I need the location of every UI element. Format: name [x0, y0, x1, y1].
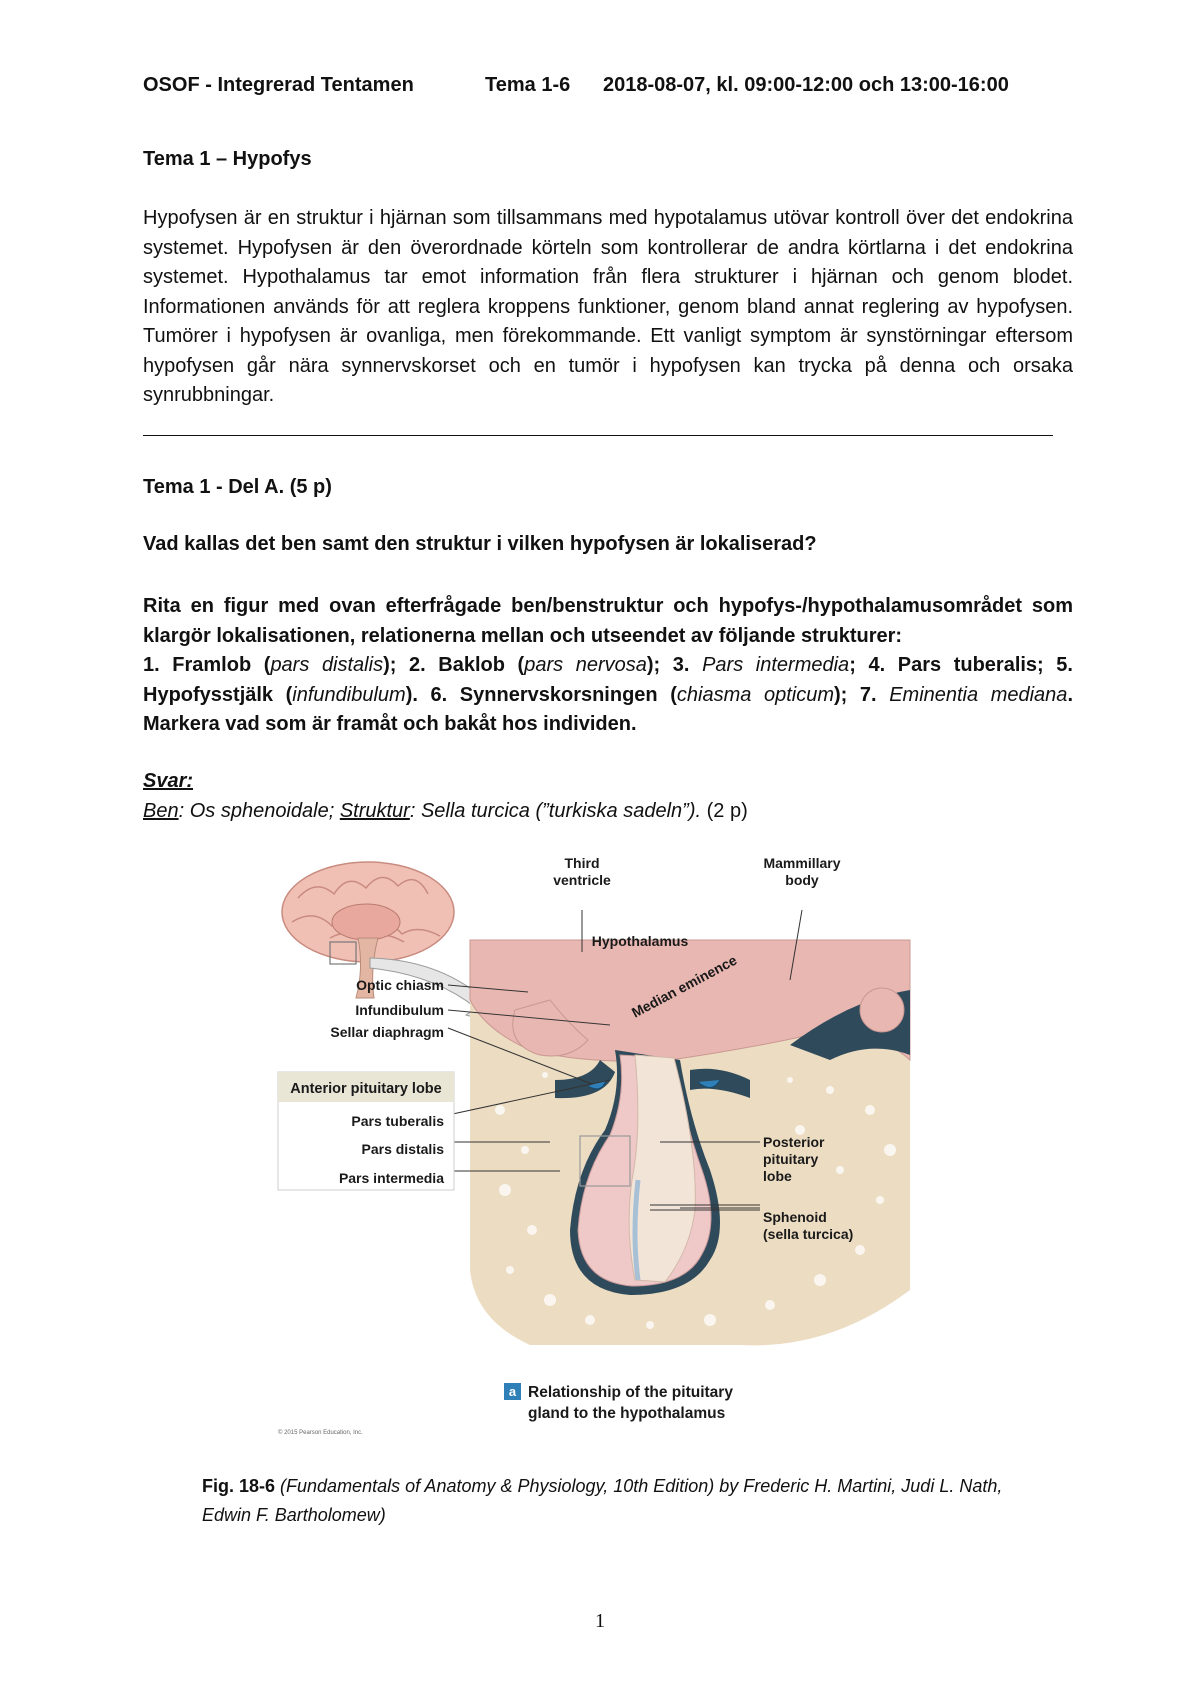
q2-item-4: 4. Pars tuberalis; 5. Hypofysstjälk (infundibulum).: [143, 654, 1073, 706]
label-infundibulum: Infundibulum: [355, 1002, 444, 1018]
answer-text: [143, 800, 748, 823]
figure-source: (Fundamentals of Anatomy & Physiology, 10th Edition) by Frederic H. Martini, Judi L. Nath, Edwin F. Bartholomew): [202, 1476, 1003, 1525]
q2-item-5: 6. Synnervskorsningen (chiasma opticum);: [430, 683, 860, 706]
figure-inner-caption-2: gland to the hypothalamus: [528, 1405, 726, 1422]
part-heading: Tema 1 - Del A. (5 p): [143, 476, 332, 498]
label-sellar-diaphragm: Sellar diaphragm: [330, 1024, 444, 1040]
label-posterior-lobe-1: Posterior: [763, 1134, 825, 1150]
label-sphenoid-1: Sphenoid: [763, 1209, 827, 1225]
figure-badge-letter: a: [508, 1384, 517, 1399]
pituitary-figure: [270, 850, 950, 1440]
anterior-lobe-box: [278, 1072, 454, 1190]
label-anterior-lobe: Anterior pituitary lobe: [290, 1081, 442, 1097]
question-2: [143, 592, 1073, 740]
answer-ben-value: : Os sphenoidale;: [178, 800, 340, 822]
pituitary-cross-section: [470, 940, 910, 1345]
page-number: 1: [595, 1610, 605, 1632]
label-optic-chiasm: Optic chiasm: [356, 977, 444, 993]
label-median-eminence: Median eminence: [628, 951, 740, 1021]
label-sphenoid-2: (sella turcica): [763, 1226, 854, 1242]
q2-end: Markera vad som är framåt och bakåt hos individen.: [143, 713, 637, 735]
label-posterior-lobe-3: lobe: [763, 1168, 792, 1184]
horizontal-divider: [143, 435, 1053, 436]
question-2-intro: Rita en figur med ovan efterfrågade ben/benstruktur och hypofys-/hypothalamusområdet som klargör lokalisationen, relationerna mellan och utseendet av följande strukturer:: [143, 595, 1073, 647]
figure-number: Fig. 18-6: [202, 1476, 276, 1496]
label-third-ventricle-2: ventricle: [553, 872, 611, 888]
answer-struktur-label: Struktur: [339, 800, 410, 822]
figure-inner-caption-1: Relationship of the pituitary: [528, 1384, 733, 1401]
header-course: OSOF - Integrerad Tentamen: [143, 74, 414, 96]
figure-caption: [202, 1472, 1052, 1530]
intro-paragraph: Hypofysen är en struktur i hjärnan som tillsammans med hypotalamus utövar kontroll över det endokrina systemet. Hypofysen är den överordnade körteln som kontrollerar de andra körtlarna i det endokrina systemet. Hypothalamus tar emot information från flera strukturer i hjärnan och genom blodet. Informationen används för att reglera kroppens funktioner, genom bland annat reglering av hypofysen. Tumörer i hypofysen är ovanliga, men förekommande. Ett vanligt symptom är synstörningar eftersom hypofysen går nära synnervskorset och en tumör i hypofysen kan trycka på denna och orsaka synrubbningar.: [143, 207, 1073, 406]
figure-copyright: © 2015 Pearson Education, Inc.: [278, 1430, 363, 1436]
label-pars-distalis: Pars distalis: [361, 1141, 444, 1157]
figure-caption-block: [504, 1383, 733, 1422]
question-1: Vad kallas det ben samt den struktur i vilken hypofysen är lokaliserad?: [143, 533, 817, 555]
pituitary-diagram: [270, 850, 950, 1440]
q2-item-1: 1. Framlob (pars distalis);: [143, 654, 409, 676]
header-datetime: 2018-08-07, kl. 09:00-12:00 och 13:00-16:00: [603, 74, 1009, 96]
q2-item-3: 3. Pars intermedia;: [672, 654, 869, 676]
label-pars-tuberalis: Pars tuberalis: [351, 1113, 444, 1129]
answer-label: Svar:: [143, 770, 194, 792]
q2-item-6: 7. Eminentia mediana.: [859, 683, 1073, 706]
section-title: Tema 1 – Hypofys: [143, 148, 312, 170]
label-mammillary-body-2: body: [785, 872, 819, 888]
label-third-ventricle-1: Third: [564, 855, 600, 871]
answer-struktur-value: : Sella turcica (”turkiska sadeln”).: [409, 800, 702, 822]
answer-ben-label: Ben: [143, 800, 179, 822]
label-posterior-lobe-2: pituitary: [763, 1151, 819, 1167]
brain-thumbnail: [282, 862, 502, 1025]
q2-item-2: 2. Baklob (pars nervosa);: [409, 654, 673, 676]
header-theme: Tema 1-6: [485, 74, 571, 96]
label-pars-intermedia: Pars intermedia: [338, 1170, 444, 1186]
label-mammillary-body-1: Mammillary: [763, 855, 841, 871]
label-hypothalamus: Hypothalamus: [591, 933, 689, 949]
answer-points: (2 p): [701, 800, 748, 822]
